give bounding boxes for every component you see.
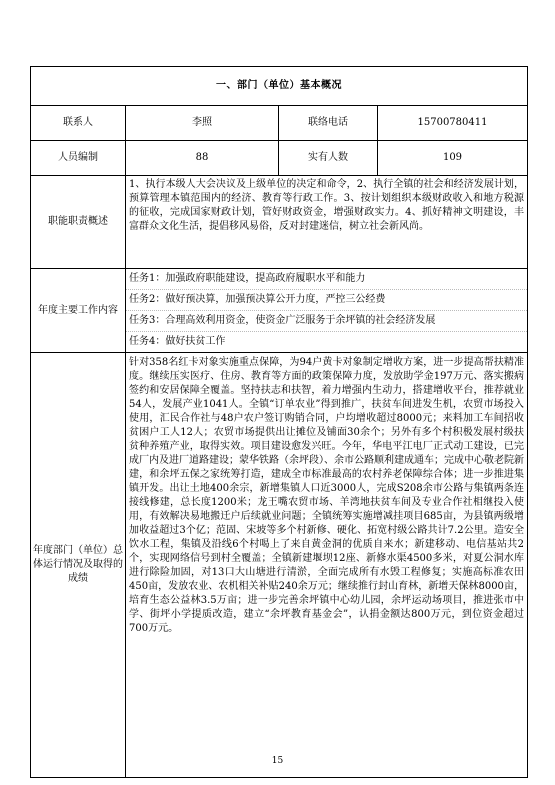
- task-item-3: 任务3：合理高效利用资金，使资金广泛服务于余坪镇的社会经济发展: [126, 311, 527, 332]
- task-item-2: 任务2：做好预决算，加强预决算公开力度，严控三公经费: [126, 290, 527, 311]
- annual-tasks-label: 年度主要工作内容: [31, 269, 126, 353]
- task-item-1: 任务1：加强政府职能建设，提高政府履职水平和能力: [126, 269, 527, 290]
- basic-overview-table: [30, 66, 528, 778]
- section-title: 一、部门（单位）基本概况: [31, 67, 528, 106]
- duties-text: 1、执行本级人大会决议及上级单位的决定和命令，2、执行全镇的社会和经济发展计划，预算管理本镇范围内的经济、教育等行政工作。3、按计划组织本级财政收入和地方税源的征收，完成国家财政计划，管好财政资金，增强财政实力。4、抓好精神文明建设，丰富群众文化生活，提倡移风易俗，反对封建迷信，树立社会新风尚。: [126, 176, 528, 269]
- contact-value: 李照: [126, 106, 279, 141]
- staffing-label: 人员编制: [31, 141, 126, 176]
- phone-label: 联络电话: [279, 106, 378, 141]
- phone-value: 15700780411: [378, 106, 528, 141]
- actual-staff-value: 109: [378, 141, 528, 176]
- overall-text: 针对358名红卡对象实施重点保障，为94户黄卡对象制定增收方案，进一步提高帮扶精准度。继续压实医疗、住房、教育等方面的政策保障力度，发放助学金197万元、落实搬病签约和安居保障全覆盖。坚持扶志和扶智，着力增强内生动力，搭建增收平台，推荐就业54人，发展产业1041人。全镇“订单农业”得到推广，扶贫车间进发生机，农贸市场投入使用，汇民合作社与48户农户签订购销合同，户均增收超过8000元；来料加工车间招收贫困户工人12人；农贸市场提供出让摊位及铺面30余个；另外有多个村积极发展村级扶贫种养殖产业，取得实效。项目建设愈发兴旺。今年，华电平江电厂正式动工建设，已完成厂内及进厂道路建设；蒙华铁路（余坪段）、余市公路顺利建成通车；完成中心敬老院新建，和余坪五保之家统筹打造，建成全市标准最高的农村养老保障综合体；进一步推进集镇开发。出让土地400余宗，新增集镇人口近3000人，完成S208余市公路与集镇两条连接线修建，总长度1200米；龙王嘴农贸市场、羊湾地扶贫车间及专业合作社相继投入使用，有效解决易地搬迁户后续就业问题；全镇统筹实施增减挂项目685亩，为县镇两级增加收益超过3个亿；范固、宋坡等多个村新修、硬化、拓宽村级公路共计7.2公里。造安全饮水工程，集镇及沿线6个村喝上了来自黄金洞的优质自来水；新建移动、电信基站共2个，实现网络信号到村全覆盖；全镇新建堰坝12座、新修水渠4500多米，对夏公洞水库进行除险加固，对13口大山塘进行清淤，全面完成所有水毁工程修复；实施高标准农田450亩，发放农业、农机相关补贴240余万元；继续推行封山育林，新增天保林8000亩，培育生态公益林3.5万亩；进一步完善余坪镇中心幼儿园，余坪运动场项目，推进张市中学、街坪小学提质改造，建立“余坪教育基金会”，认捐金额达800万元，到位资金超过700万元。: [126, 353, 528, 778]
- actual-staff-label: 实有人数: [279, 141, 378, 176]
- task-item-4: 任务4：做好扶贫工作: [129, 336, 226, 347]
- staffing-value: 88: [126, 141, 279, 176]
- annual-tasks-list: [126, 269, 528, 353]
- contact-label: 联系人: [31, 106, 126, 141]
- duties-label: 职能职责概述: [31, 176, 126, 269]
- page-number: 15: [271, 756, 284, 766]
- overall-label: 年度部门（单位）总体运行情况及取得的成绩: [31, 353, 126, 778]
